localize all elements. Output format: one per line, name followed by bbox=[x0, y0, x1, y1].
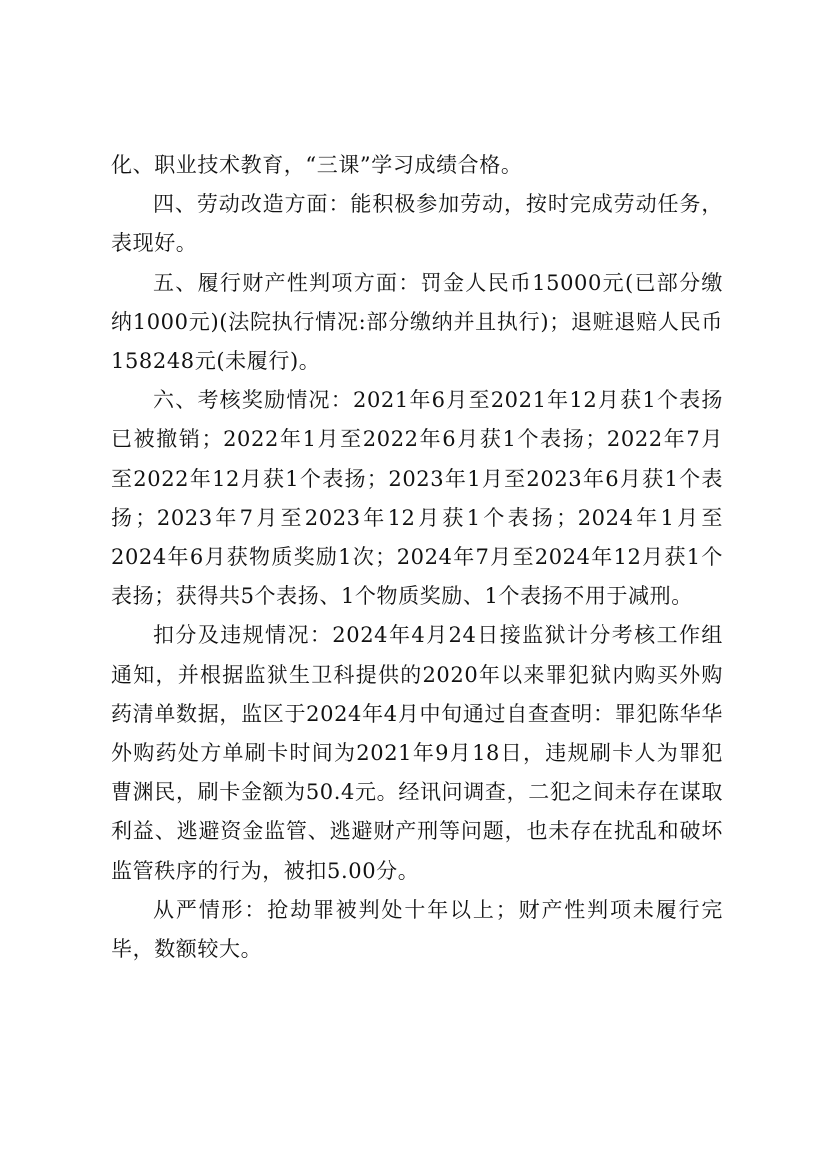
paragraph-strict-circumstances: 从严情形：抢劫罪被判处十年以上；财产性判项未履行完毕，数额较大。 bbox=[111, 897, 723, 962]
paragraph-property-judgment: 五、履行财产性判项方面：罚金人民币15000元(已部分缴纳1000元)(法院执行情况:部分缴纳并且执行)；退赃退赔人民币158248元(未履行)。 bbox=[111, 270, 723, 374]
document-body bbox=[111, 146, 723, 969]
paragraph-education-continuation: 化、职业技术教育，“三课”学习成绩合格。 bbox=[111, 153, 523, 177]
paragraph-deductions-violations: 扣分及违规情况：2024年4月24日接监狱计分考核工作组通知，并根据监狱生卫科提供的2020年以来罪犯狱内购买外购药清单数据，监区于2024年4月中旬通过自查查明：罪犯陈华华外购药处方单刷卡时间为2021年9月18日，违规刷卡人为罪犯曹渊民，刷卡金额为50.4元。经讯问调查，二犯之间未存在谋取利益、逃避资金监管、逃避财产刑等问题，也未存在扰乱和破坏监管秩序的行为，被扣5.00分。 bbox=[111, 623, 723, 883]
paragraph-rewards: 六、考核奖励情况：2021年6月至2021年12月获1个表扬已被撤销；2022年1月至2022年6月获1个表扬；2022年7月至2022年12月获1个表扬；2023年1月至2023年6月获1个表扬；2023年7月至2023年12月获1个表扬；2024年1月至2024年6月获物质奖励1次；2024年7月至2024年12月获1个表扬；获得共5个表扬、1个物质奖励、1个表扬不用于减刑。 bbox=[111, 388, 723, 609]
paragraph-labor-reform: 四、劳动改造方面：能积极参加劳动，按时完成劳动任务，表现好。 bbox=[111, 192, 723, 256]
